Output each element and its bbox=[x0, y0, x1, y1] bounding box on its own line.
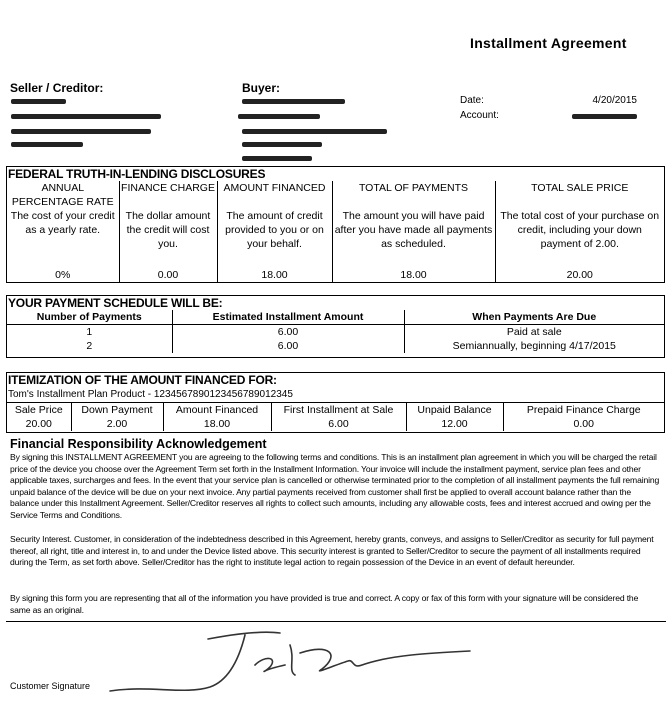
apr-value: 0% bbox=[55, 269, 71, 281]
tila-desc: The total cost of your purchase on credit, including your down payment of 2.00. bbox=[495, 209, 664, 261]
account-value-redacted bbox=[572, 114, 637, 119]
tila-desc: The cost of your credit as a yearly rate. bbox=[10, 210, 115, 236]
total-sale-price-value: 20.00 bbox=[495, 261, 664, 282]
tila-title: AMOUNT FINANCED bbox=[217, 181, 332, 209]
terms-paragraph: By signing this INSTALLMENT AGREEMENT you are agreeing to the following terms and conditions. This is an installment plan agreement in which you will be charged the retail price of the device you choose over the Agreement Term set forth in the Installment Information. Your invoice will include the installment payment, service plan fees and other applicable taxes, surcharges and fees. In the event that your service plan is cancelled or otherwise terminated prior to the completion of all installment payments the full remaining unpaid balance of the device will be due on your next invoice. Any partial payments received from customer shall first be applied to overall account balance rather than the balance under this Installment Agreement. Seller/Creditor reserves all rights to collect such amounts, including any allowable costs, fees and interest accrued and owing per the Service Terms and Conditions. bbox=[10, 452, 660, 520]
divider bbox=[6, 621, 666, 622]
tila-desc: The dollar amount the credit will cost you. bbox=[119, 209, 217, 261]
truth-in-lending-box bbox=[6, 166, 665, 283]
date-value: 4/20/2015 bbox=[592, 95, 637, 106]
schedule-header: When Payments Are Due bbox=[404, 310, 664, 325]
tila-title: TOTAL SALE PRICE bbox=[495, 181, 664, 209]
schedule-header-row bbox=[7, 310, 664, 325]
itemization-value: 6.00 bbox=[271, 417, 406, 431]
tila-titles-row bbox=[7, 181, 664, 209]
finance-charge-value: 0.00 bbox=[119, 261, 217, 282]
seller-label: Seller / Creditor: bbox=[10, 81, 104, 95]
buyer-label: Buyer: bbox=[242, 81, 281, 95]
itemization-header: Amount Financed bbox=[163, 403, 271, 418]
tila-heading: FEDERAL TRUTH-IN-LENDING DISCLOSURES bbox=[8, 167, 266, 181]
schedule-row bbox=[7, 325, 664, 340]
account-label: Account: bbox=[460, 110, 499, 121]
schedule-cell: Semiannually, beginning 4/17/2015 bbox=[404, 339, 664, 353]
schedule-row bbox=[7, 339, 664, 353]
tila-desc: The amount of credit provided to you or on your behalf. bbox=[217, 209, 332, 261]
tila-title: FINANCE CHARGE bbox=[119, 181, 217, 209]
schedule-cell: 1 bbox=[86, 326, 93, 338]
tila-values-row bbox=[7, 261, 664, 282]
itemization-header: Prepaid Finance Charge bbox=[503, 403, 664, 418]
schedule-header: Estimated Installment Amount bbox=[172, 310, 404, 325]
itemization-heading: ITEMIZATION OF THE AMOUNT FINANCED FOR: bbox=[8, 373, 277, 387]
itemization-header: Unpaid Balance bbox=[406, 403, 503, 418]
tila-desc-row bbox=[7, 209, 664, 261]
schedule-cell: 2 bbox=[86, 340, 93, 352]
itemization-product: Tom's Installment Plan Product - 1234567890123456789012345 bbox=[8, 389, 293, 400]
itemization-value: 0.00 bbox=[503, 417, 664, 431]
tila-title: TOTAL OF PAYMENTS bbox=[332, 181, 495, 209]
schedule-cell: Paid at sale bbox=[404, 325, 664, 340]
itemization-header: Sale Price bbox=[7, 403, 71, 418]
document-title: Installment Agreement bbox=[470, 35, 627, 51]
schedule-cell: 6.00 bbox=[172, 339, 404, 353]
itemization-value: 2.00 bbox=[71, 417, 163, 431]
tila-desc: The amount you will have paid after you have made all payments as scheduled. bbox=[332, 209, 495, 261]
schedule-heading: YOUR PAYMENT SCHEDULE WILL BE: bbox=[8, 296, 223, 310]
itemization-header: First Installment at Sale bbox=[271, 403, 406, 418]
itemization-box bbox=[6, 372, 665, 433]
representation-paragraph: By signing this form you are representing that all of the information you have provided is true and correct. A copy or fax of this form with your signature will be considered the same as an original. bbox=[10, 593, 639, 615]
schedule-header: Number of Payments bbox=[7, 310, 172, 325]
itemization-header: Down Payment bbox=[71, 403, 163, 418]
total-payments-value: 18.00 bbox=[332, 261, 495, 282]
schedule-cell: 6.00 bbox=[172, 325, 404, 340]
customer-signature-image bbox=[90, 625, 490, 695]
security-interest-paragraph: Security Interest. Customer, in consideration of the indebtedness described in this Agreement, hereby grants, conveys, and assigns to Seller/Creditor as security for full payment thereof, all right, title and interest in, to and under the Device listed above. This security interest is granted to Seller/Creditor to secure the payment of all installments required during the Term, as set forth above. Seller/Creditor has the right to institute legal action to regain possession of the Device in an event of default hereunder. bbox=[10, 534, 654, 568]
date-label: Date: bbox=[460, 95, 484, 106]
acknowledgement-heading: Financial Responsibility Acknowledgement bbox=[10, 437, 267, 451]
itemization-header-row bbox=[7, 403, 664, 418]
itemization-value: 12.00 bbox=[406, 417, 503, 431]
itemization-values-row bbox=[7, 417, 664, 431]
amount-financed-value: 18.00 bbox=[217, 261, 332, 282]
customer-signature-label: Customer Signature bbox=[10, 681, 91, 691]
itemization-value: 20.00 bbox=[25, 418, 52, 430]
tila-title: ANNUAL PERCENTAGE RATE bbox=[11, 182, 114, 208]
payment-schedule-box bbox=[6, 295, 665, 358]
itemization-value: 18.00 bbox=[163, 417, 271, 431]
